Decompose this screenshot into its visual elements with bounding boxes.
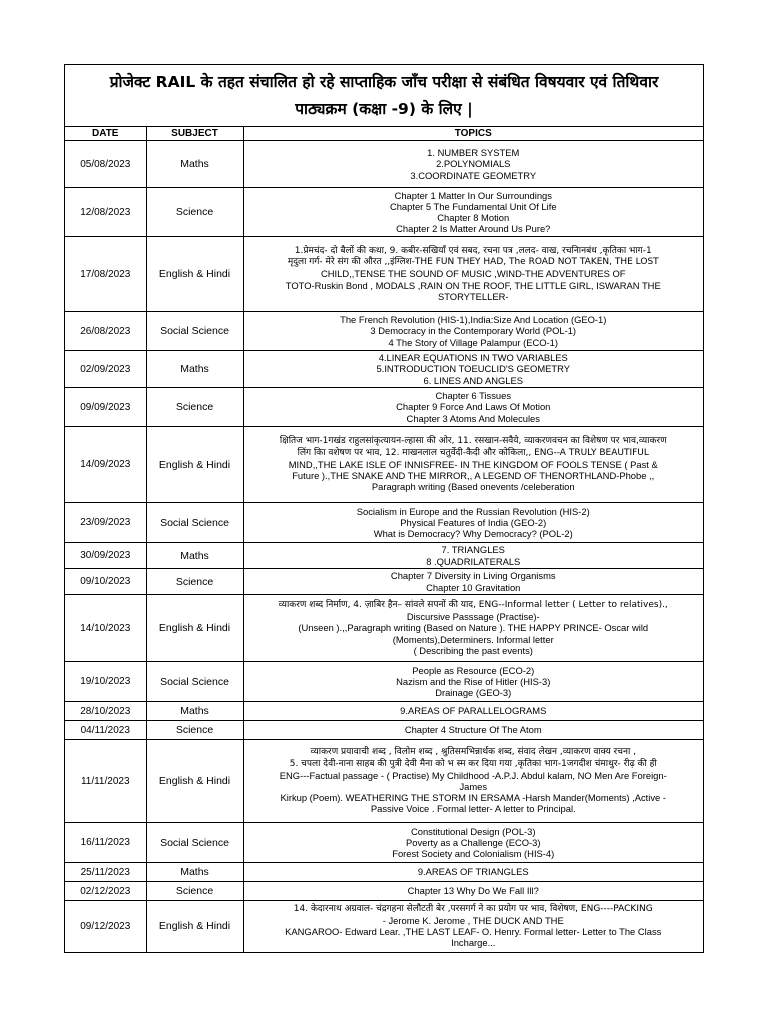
- topic-line: मृदुला गर्ग- मेरे संग की औरत ,,इंग्लिश-THE FUN THEY HAD, The ROAD NOT TAKEN, THE LOST: [287, 257, 659, 268]
- table-row: [65, 595, 703, 662]
- topic-line: Chapter 6 Tissues: [435, 390, 512, 402]
- row-subject: Social Science: [146, 312, 243, 351]
- topic-line: लिंग किा वशेषण पर भाव, 12. माखनलाल चतुर्वेदी-कैदी और कोकिला,, ENG--A TRULY BEAUTIFUL: [297, 447, 649, 458]
- table-row: [65, 388, 703, 427]
- row-subject: Maths: [146, 351, 243, 388]
- header-date: DATE: [65, 127, 146, 141]
- topic-line: 9.AREAS OF PARALLELOGRAMS: [400, 705, 547, 717]
- row-subject: English & Hindi: [146, 237, 243, 312]
- topic-line: KANGAROO- Edward Lear. ,THE LAST LEAF- O. Henry. Formal letter- Letter to The Class: [285, 926, 662, 938]
- table-row: [65, 901, 703, 952]
- header-row: [65, 127, 703, 141]
- topic-line: Forest Society and Colonialism (HIS-4): [392, 848, 555, 860]
- topic-line: Constitutional Design (POL-3): [410, 825, 536, 837]
- topic-line: 3.COORDINATE GEOMETRY: [410, 169, 537, 181]
- row-date: 16/11/2023: [65, 823, 146, 863]
- row-date: 09/10/2023: [65, 569, 146, 595]
- row-date: 02/12/2023: [65, 882, 146, 901]
- row-topics: [243, 312, 703, 351]
- table-row: [65, 351, 703, 388]
- row-topics: [243, 740, 703, 823]
- row-topics: [243, 503, 703, 543]
- row-date: 19/10/2023: [65, 662, 146, 702]
- row-topics: [243, 351, 703, 388]
- row-topics: [243, 901, 703, 952]
- row-subject: Social Science: [146, 662, 243, 702]
- row-topics: [243, 823, 703, 863]
- row-date: 17/08/2023: [65, 237, 146, 312]
- table-row: [65, 237, 703, 312]
- row-topics: [243, 662, 703, 702]
- topic-line: James: [459, 781, 488, 792]
- topic-line: Future ).,THE SNAKE AND THE MIRROR,, A LEGEND OF THENORTHLAND-Phobe ,,: [292, 470, 655, 482]
- row-date: 09/09/2023: [65, 388, 146, 427]
- topic-line: 7. TRIANGLES: [441, 544, 505, 556]
- topic-line: 1.प्रेमचंद- दो बैलों की कथा, 9. कबीर-सखियाँ एवं सबद, रचना पत्र ,ललद- वाख, रचनिानबंध ,कृतिका भाग-1: [294, 245, 652, 256]
- topic-line: Paragraph writing (Based onevents /celeberation: [371, 481, 575, 493]
- topic-line: 5. चपला देवी-नाना साहब की पुत्री देवी मैना को भ स्म कर दिया गया ,कृतिका भाग-1जगदीश चंमाथुर- रीढ़ की ही: [289, 758, 657, 769]
- topic-line: Chapter 13 Why Do We Fall Ill?: [407, 885, 539, 897]
- syllabus-sheet: [64, 64, 704, 953]
- topic-line: STORYTELLER-: [437, 290, 509, 302]
- row-topics: [243, 721, 703, 740]
- topic-line: व्याकरण प्रयावाची शब्द , विलोम शब्द , श्रुतिसमभिन्नार्थक शब्द, संवाद लेखन ,व्याकरण वाक्य रचना ,: [310, 747, 637, 758]
- topic-line: Chapter 2 Is Matter Around Us Pure?: [396, 223, 551, 235]
- table-row: [65, 740, 703, 823]
- topic-line: Socialism in Europe and the Russian Revolution (HIS-2): [356, 505, 590, 517]
- topic-line: Chapter 9 Force And Laws Of Motion: [396, 401, 551, 413]
- table-row: [65, 141, 703, 188]
- topic-line: What is Democracy? Why Democracy? (POL-2): [373, 528, 573, 540]
- row-subject: Maths: [146, 141, 243, 188]
- table-row: [65, 427, 703, 503]
- topic-line: Chapter 7 Diversity in Living Organisms: [390, 570, 556, 582]
- topic-line: 6. LINES AND ANGLES: [423, 374, 524, 386]
- row-topics: [243, 141, 703, 188]
- row-date: 25/11/2023: [65, 863, 146, 882]
- topic-line: Chapter 8 Motion: [437, 212, 510, 223]
- row-topics: [243, 188, 703, 237]
- row-date: 30/09/2023: [65, 543, 146, 569]
- topic-line: 1. NUMBER SYSTEM: [427, 147, 520, 159]
- row-topics: [243, 237, 703, 312]
- row-subject: Science: [146, 569, 243, 595]
- header-topics: TOPICS: [243, 127, 703, 141]
- title-line-1: प्रोजेक्ट RAIL के तहत संचालित हो रहे साप्ताहिक जाँच परीक्षा से संबंधित विषयवार एवं तिथिवार: [109, 73, 659, 91]
- row-subject: Maths: [146, 702, 243, 721]
- row-subject: Maths: [146, 863, 243, 882]
- topic-line: Incharge...: [451, 937, 496, 949]
- topic-line: व्याकरण शब्द निर्माण, 4. ज़ाबिर हैन– सांवले सपनों की याद, ENG--Informal letter ( Letter to relatives).,: [278, 599, 668, 610]
- topic-line: TOTO-Ruskin Bond , MODALS ,RAIN ON THE ROOF, THE LITTLE GIRL, ISWARAN THE: [285, 279, 661, 291]
- row-subject: Science: [146, 721, 243, 740]
- topic-line: Chapter 1 Matter In Our Surroundings: [394, 189, 552, 201]
- row-topics: [243, 427, 703, 503]
- topic-line: ( Describing the past events): [413, 644, 533, 656]
- topic-line: Discursive Passsage (Practise)-: [406, 611, 540, 623]
- table-row: [65, 702, 703, 721]
- row-date: 12/08/2023: [65, 188, 146, 237]
- table-row: [65, 543, 703, 569]
- topic-line: CHILD,,TENSE THE SOUND OF MUSIC ,WIND-THE ADVENTURES OF: [320, 268, 626, 280]
- row-subject: Social Science: [146, 503, 243, 543]
- row-date: 11/11/2023: [65, 740, 146, 823]
- row-subject: English & Hindi: [146, 427, 243, 503]
- table-row: [65, 569, 703, 595]
- table-row: [65, 503, 703, 543]
- topic-line: Drainage (GEO-3): [435, 687, 512, 699]
- topic-line: Poverty as a Challenge (ECO-3): [406, 836, 541, 848]
- row-topics: [243, 569, 703, 595]
- topic-line: 4 The Story of Village Palampur (ECO-1): [388, 336, 559, 348]
- document-title: [65, 65, 703, 127]
- row-topics: [243, 702, 703, 721]
- row-date: 28/10/2023: [65, 702, 146, 721]
- topic-line: Nazism and the Rise of Hitler (HIS-3): [396, 675, 551, 687]
- header-subject: SUBJECT: [146, 127, 243, 141]
- row-subject: English & Hindi: [146, 901, 243, 952]
- row-subject: Maths: [146, 543, 243, 569]
- row-date: 26/08/2023: [65, 312, 146, 351]
- table-row: [65, 882, 703, 901]
- row-subject: Social Science: [146, 823, 243, 863]
- table-row: [65, 662, 703, 702]
- row-date: 09/12/2023: [65, 901, 146, 952]
- topic-line: Chapter 5 The Fundamental Unit Of Life: [389, 200, 557, 212]
- row-topics: [243, 863, 703, 882]
- topic-line: People as Resource (ECO-2): [412, 664, 535, 676]
- row-date: 14/10/2023: [65, 595, 146, 662]
- table-row: [65, 312, 703, 351]
- table-row: [65, 188, 703, 237]
- row-subject: Science: [146, 188, 243, 237]
- topic-line: Chapter 10 Gravitation: [426, 581, 521, 593]
- row-subject: English & Hindi: [146, 595, 243, 662]
- topic-line: - Jerome K. Jerome , THE DUCK AND THE: [382, 915, 564, 927]
- topic-line: 14. केदारनाथ अग्रवाल- चंद्रगहना सेलौटती बेर ,परसगर्ग ने का प्रयोग पर भाव, विशेषण, ENG----PACKING: [293, 903, 653, 914]
- table-row: [65, 721, 703, 740]
- syllabus-table: [65, 127, 703, 952]
- topic-line: 9.AREAS OF TRIANGLES: [417, 866, 529, 878]
- topic-line: 8 .QUADRILATERALS: [426, 555, 521, 567]
- topic-line: Physical Features of India (GEO-2): [400, 516, 547, 528]
- row-topics: [243, 388, 703, 427]
- topic-line: ENG---Factual passage - ( Practise) My Childhood -A.P.J. Abdul kalam, NO Men Are Foreign-: [279, 769, 667, 781]
- table-row: [65, 863, 703, 882]
- row-subject: English & Hindi: [146, 740, 243, 823]
- topic-line: 3 Democracy in the Contemporary World (POL-1): [370, 325, 577, 337]
- topic-line: Chapter 4 Structure Of The Atom: [404, 724, 542, 736]
- row-date: 14/09/2023: [65, 427, 146, 503]
- topic-line: 2.POLYNOMIALS: [436, 158, 511, 170]
- row-subject: Science: [146, 882, 243, 901]
- topic-line: The French Revolution (HIS-1),India:Size And Location (GEO-1): [340, 314, 607, 326]
- topic-line: MIND,,THE LAKE ISLE OF INNISFREE- IN THE KINGDOM OF FOOLS TENSE ( Past &: [288, 458, 658, 470]
- topic-line: क्षितिज भाग-1गखंड राहुलसांकृत्यायन-ल्हासा की ओर, 11. रसखान-सवैये, व्याकरणवचन का विशेषण पर भाव,व्याकरण: [279, 436, 667, 447]
- row-date: 02/09/2023: [65, 351, 146, 388]
- topic-line: Chapter 3 Atoms And Molecules: [406, 412, 540, 424]
- row-topics: [243, 543, 703, 569]
- row-date: 04/11/2023: [65, 721, 146, 740]
- topic-line: 5.INTRODUCTION TOEUCLID'S GEOMETRY: [376, 363, 570, 375]
- row-topics: [243, 595, 703, 662]
- row-topics: [243, 882, 703, 901]
- row-date: 05/08/2023: [65, 141, 146, 188]
- table-row: [65, 823, 703, 863]
- topic-line: (Unseen ).,,Paragraph writing (Based on Nature ). THE HAPPY PRINCE- Oscar wild: [298, 622, 649, 634]
- topic-line: 4.LINEAR EQUATIONS IN TWO VARIABLES: [378, 352, 568, 364]
- row-date: 23/09/2023: [65, 503, 146, 543]
- topic-line: Kirkup (Poem). WEATHERING THE STORM IN ERSAMA -Harsh Mander(Moments) ,Active -: [280, 792, 666, 804]
- topic-line: (Moments),Determiners. Informal letter: [392, 633, 554, 645]
- topic-line: Passive Voice . Formal letter- A letter to Principal.: [370, 803, 576, 815]
- title-line-2: पाठ्यक्रम (कक्षा -9) के लिए |: [295, 100, 473, 118]
- row-subject: Science: [146, 388, 243, 427]
